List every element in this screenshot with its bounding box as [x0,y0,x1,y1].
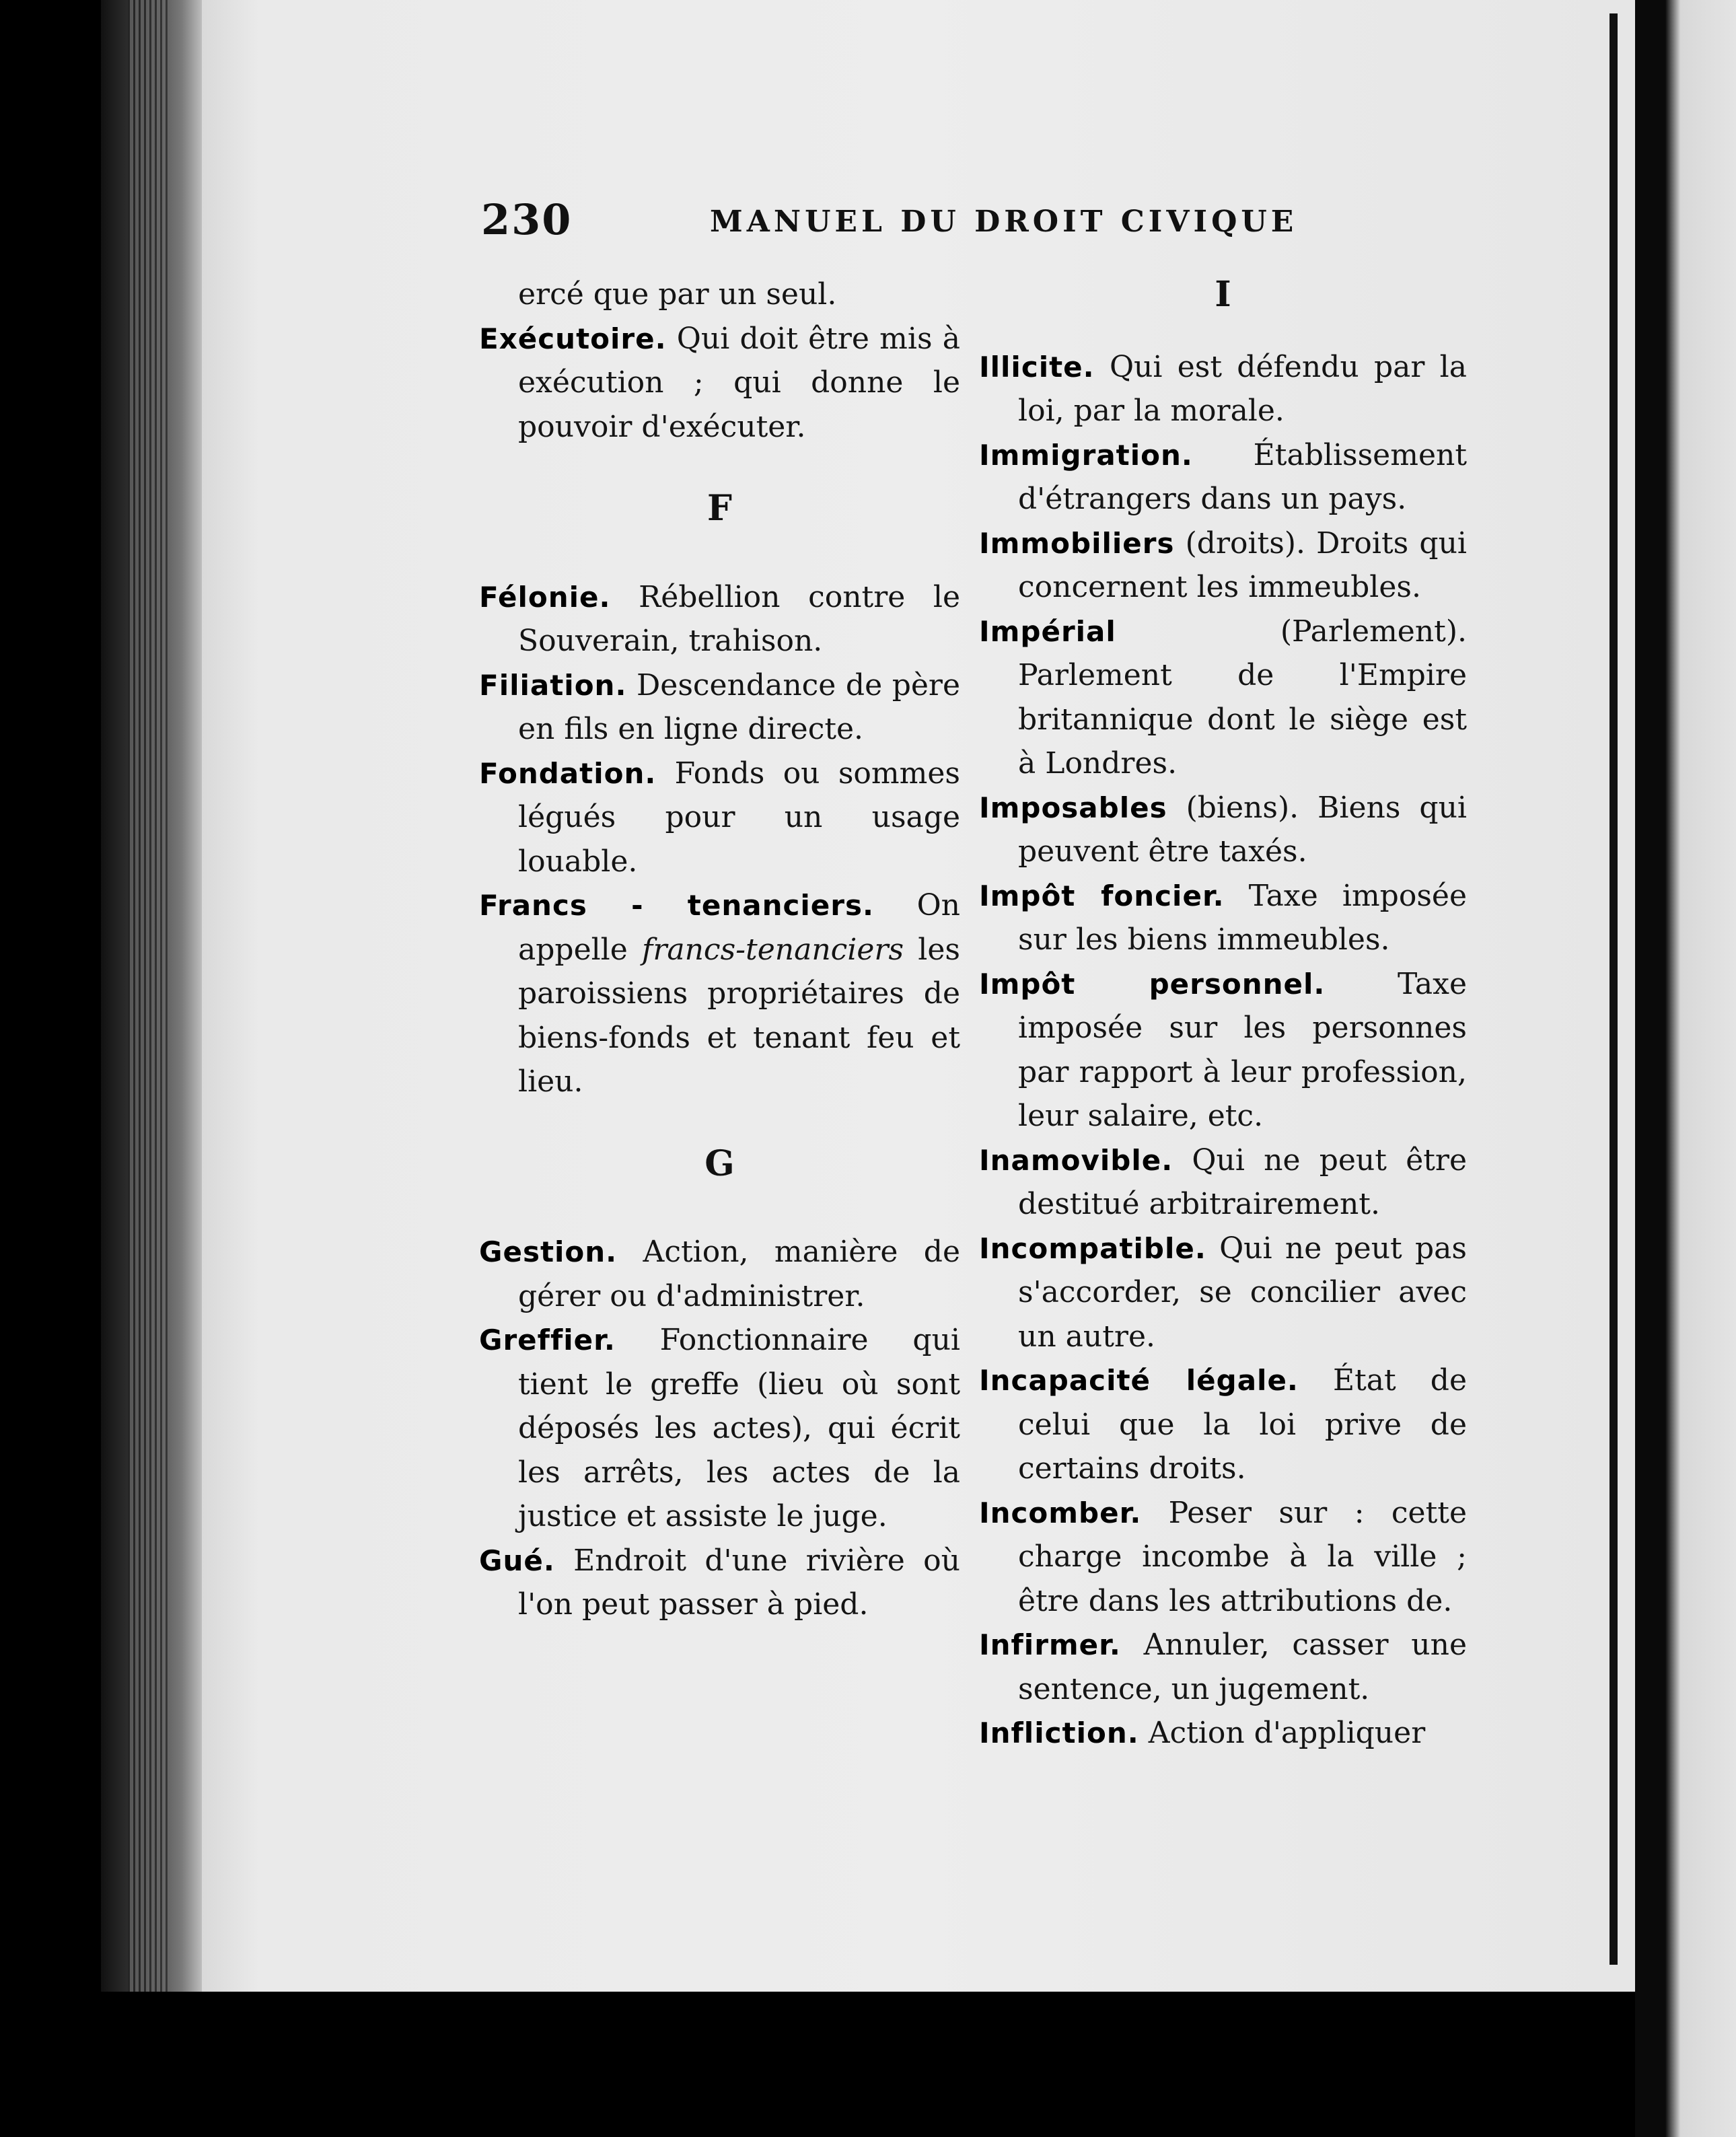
entry-definition: Peser sur : cette charge incombe à la ville ; être dans les attributions de. [1018,1495,1467,1618]
entry-term: Incapacité légale. [979,1364,1299,1397]
glossary-entry-imperial [979,610,1467,786]
entry-definition: Qui ne peut pas s'accorder, se concilier avec un autre. [1018,1231,1467,1354]
entry-term: Gué. [479,1544,555,1577]
right-column [979,273,1467,1755]
entry-definition: Qui ne peut être destitué arbitrairement. [1018,1143,1467,1221]
glossary-entry-infliction [979,1711,1467,1755]
entry-term: Fondation. [479,756,657,790]
section-letter-g: G [704,1143,735,1184]
glossary-entry-impot-personnel [979,962,1467,1138]
entry-definition: Rébellion contre le Souverain, trahison. [518,579,960,658]
page-number: 230 [481,195,573,244]
glossary-entry-gestion [479,1230,960,1318]
entry-term: Gestion. [479,1235,618,1268]
entry-definition-italic: francs-tenanciers [642,932,904,967]
entry-definition: Fonds ou sommes légués pour un usage louable. [518,756,960,879]
entry-term: Illicite. [979,350,1095,384]
section-letter-i: I [1215,274,1231,315]
entry-definition: Taxe imposée sur les personnes par rapport à leur profession, leur salaire, etc. [1018,966,1467,1133]
entry-definition: (Parlement). Parlement de l'Empire britannique dont le siège est à Londres. [1018,614,1467,781]
entry-term: Impôt foncier. [979,879,1225,912]
glossary-entry-impot-foncier [979,874,1467,962]
entry-definition: État de celui que la loi prive de certains droits. [1018,1363,1467,1486]
glossary-entry-immigration [979,433,1467,521]
page-header [481,195,1298,249]
entry-term: Greffier. [479,1324,616,1356]
glossary-entry-incompatible [979,1227,1467,1359]
glossary-entry-inamovible [979,1138,1467,1227]
entry-definition: Descendance de père en fils en ligne directe. [518,667,960,746]
glossary-entry-fondation [479,752,960,884]
entry-term: Impôt personnel. [979,967,1326,1001]
entry-definition: (droits). Droits qui concernent les immeubles. [1018,526,1467,604]
entry-definition: Taxe imposée sur les biens immeubles. [1018,878,1467,957]
entry-term: Incompatible. [979,1231,1206,1265]
glossary-entry-immobiliers [979,521,1467,610]
continued-definition: ercé que par un seul. [518,277,837,312]
entry-definition: Action d'appliquer [1148,1716,1426,1750]
entry-definition: Annuler, casser une sentence, un jugement. [1018,1628,1467,1706]
entry-term: Exécutoire. [479,322,667,355]
section-letter-f: F [707,488,732,529]
facing-page-strip [1635,0,1736,2137]
glossary-entry-francs-tenanciers [479,883,960,1104]
glossary-entry-illicite [979,345,1467,433]
glossary-entry-greffier [479,1318,960,1539]
glossary-entry-felonie [479,575,960,663]
entry-term: Incomber. [979,1496,1142,1529]
entry-term: Imposables [979,791,1167,824]
entry-term: Impérial [979,614,1116,648]
book-page-stack [128,0,168,1992]
entry-definition: Qui doit être mis à exécution ; qui donne le pouvoir d'exécuter. [518,321,960,444]
glossary-entry-incomber [979,1491,1467,1624]
glossary-entry-filiation [479,663,960,752]
bottom-border [101,1992,1635,2137]
glossary-entry-infirmer [979,1623,1467,1711]
entry-term: Félonie. [479,580,611,614]
entry-term: Francs - tenanciers. [479,889,874,922]
entry-definition-start: On appelle [518,888,960,967]
entry-term: Immigration. [979,438,1193,472]
entry-definition-end: les paroissiens propriétaires de biens-fonds et tenant feu et lieu. [518,932,960,1099]
entry-term: Infliction. [979,1716,1139,1749]
entry-definition: Endroit d'une rivière où l'on peut passer à pied. [518,1543,960,1622]
left-column [479,273,960,1627]
glossary-entry-imposables [979,786,1467,874]
entry-definition: (biens). Biens qui peuvent être taxés. [1018,790,1467,869]
gutter-shadow [1610,13,1618,1965]
glossary-entry-incapacite-legale [979,1359,1467,1491]
entry-term: Filiation. [479,668,627,702]
entry-term: Infirmer. [979,1628,1121,1661]
entry-definition: Qui est défendu par la loi, par la morale. [1018,349,1467,428]
glossary-entry-executoire [479,317,960,449]
glossary-entry-gue [479,1539,960,1627]
entry-definition: Action, manière de gérer ou d'administrer. [518,1235,960,1313]
entry-term: Immobiliers [979,526,1175,560]
entry-definition: Établissement d'étrangers dans un pays. [1018,437,1467,516]
entry-definition: Fonctionnaire qui tient le greffe (lieu où sont déposés les actes), qui écrit les arrêts, les actes de la justice et assiste le juge. [518,1323,960,1533]
entry-term: Inamovible. [979,1143,1173,1177]
running-title: MANUEL DU DROIT CIVIQUE [710,205,1298,239]
